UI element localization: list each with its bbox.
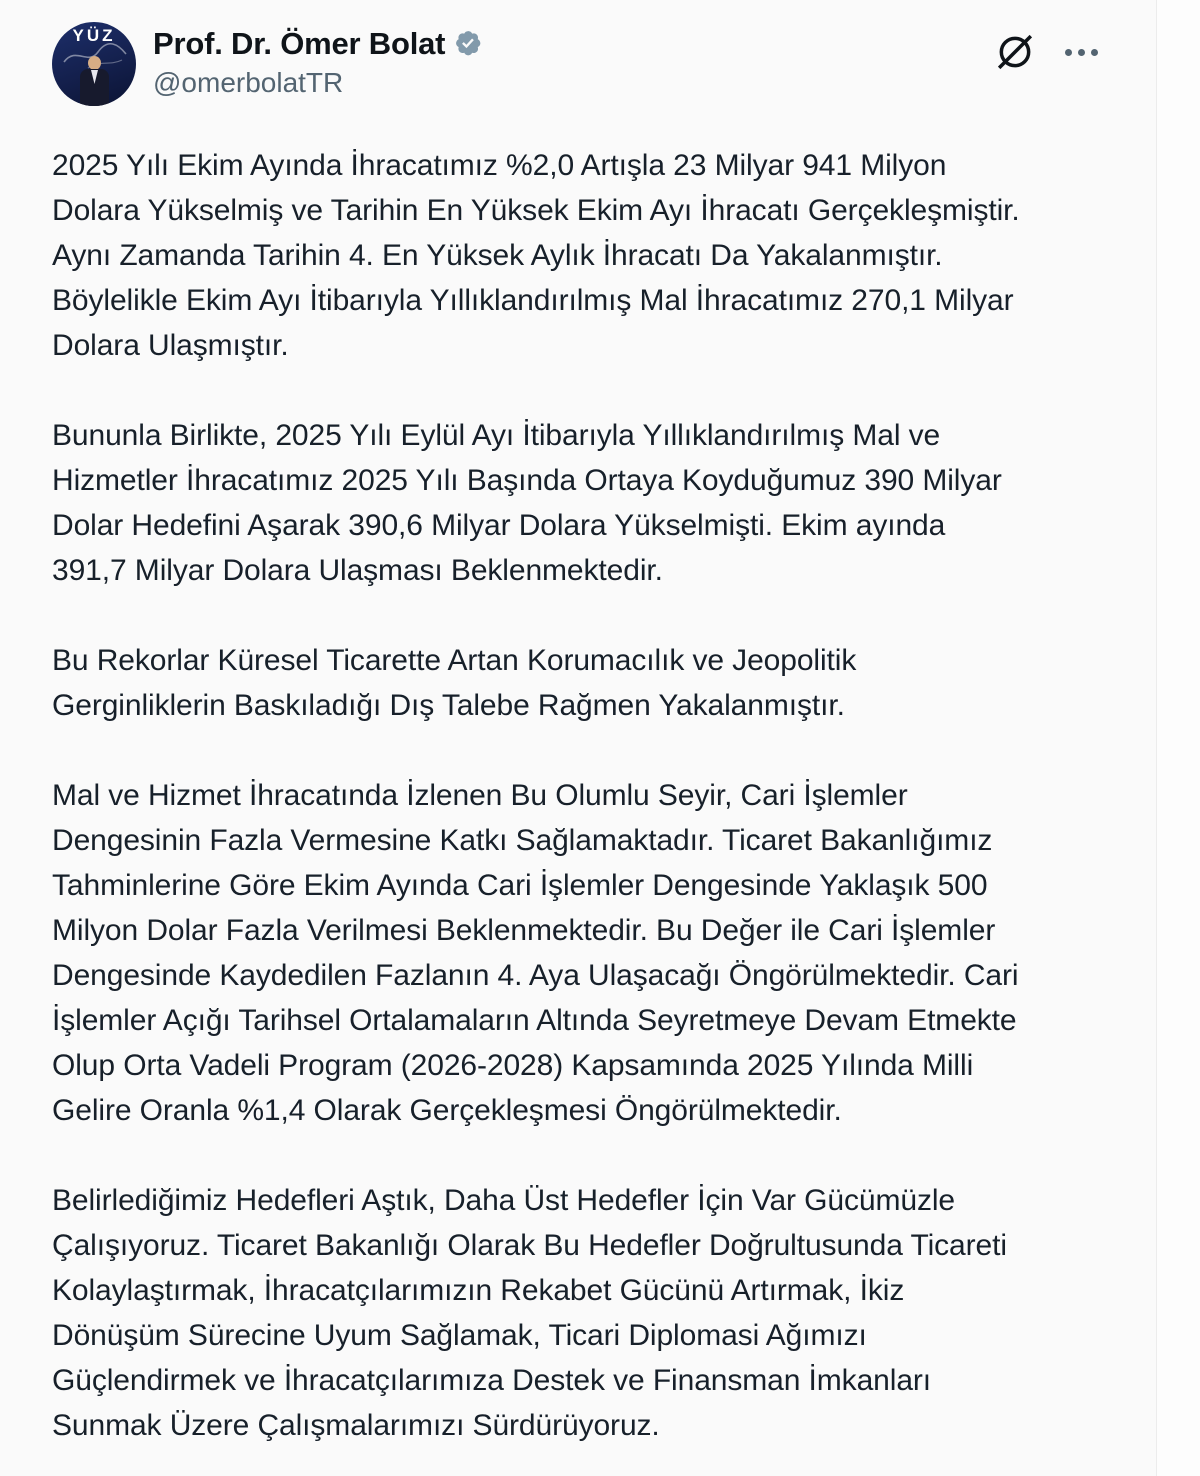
post-paragraph: Belirlediğimiz Hedefleri Aştık, Daha Üst Hedefler İçin Var Gücümüzle Çalışıyoruz. Ticaret Bakanlığı Olarak Bu Hedefler Doğrultusunda Ticareti Kolaylaştırmak, İhracatçılarımızın Rekabet Gücünü Artırmak, İkiz Dönüşüm Sürecine Uyum Sağlamak, Ticari Diplomasi Ağımızı Güçlendirmek ve İhracatçılarımıza Destek ve Finansman İmkanları Sunmak Üzere Çalışmalarımızı Sürdürüyoruz. [52, 1184, 1007, 1442]
author-handle[interactable]: @omerbolatTR [153, 67, 344, 98]
header-actions [995, 32, 1098, 72]
ellipsis-dot [1078, 49, 1085, 56]
ellipsis-dot [1065, 49, 1072, 56]
author-identity [153, 22, 485, 99]
grok-icon[interactable] [995, 32, 1035, 72]
verified-badge-icon [454, 29, 485, 60]
author-display-name[interactable]: Prof. Dr. Ömer Bolat [153, 26, 446, 61]
author-name-row[interactable] [153, 26, 485, 62]
ellipsis-dot [1091, 49, 1098, 56]
avatar[interactable] [52, 22, 136, 106]
post-paragraph: Bu Rekorlar Küresel Ticarette Artan Korumacılık ve Jeopolitik Gerginliklerin Baskıladığı Dış Talebe Rağmen Yakalanmıştır. [52, 644, 857, 722]
post-paragraph: 2025 Yılı Ekim Ayında İhracatımız %2,0 Artışla 23 Milyar 941 Milyon Dolara Yükselmiş ve Tarihin En Yüksek Ekim Ayı İhracatı Gerçekleşmiştir. Aynı Zamanda Tarihin 4. En Yüksek Aylık İhracatı Da Yakalanmıştır. Böylelikle Ekim Ayı İtibarıyla Yıllıklandırılmış Mal İhracatımız 270,1 Milyar Dolara Ulaşmıştır. [52, 149, 1020, 362]
tweet-body [0, 106, 1157, 1448]
post-paragraph: Bununla Birlikte, 2025 Yılı Eylül Ayı İtibarıyla Yıllıklandırılmış Mal ve Hizmetler İhracatımız 2025 Yılı Başında Ortaya Koyduğumuz 390 Milyar Dolar Hedefini Aşarak 390,6 Milyar Dolara Yükselmişti. Ekim ayında 391,7 Milyar Dolara Ulaşması Beklenmektedir. [52, 419, 1002, 587]
avatar-banner-text: YÜZ [72, 26, 116, 45]
tweet-header [0, 0, 1156, 106]
post-paragraph: Mal ve Hizmet İhracatında İzlenen Bu Olumlu Seyir, Cari İşlemler Dengesinin Fazla Vermesine Katkı Sağlamaktadır. Ticaret Bakanlığımız Tahminlerine Göre Ekim Ayında Cari İşlemler Dengesinde Yaklaşık 500 Milyon Dolar Fazla Verilmesi Beklenmektedir. Bu Değer ile Cari İşlemler Dengesinde Kaydedilen Fazlanın 4. Aya Ulaşacağı Öngörülmektedir. Cari İşlemler Açığı Tarihsel Ortalamaların Altında Seyretmeye Devam Etmekte Olup Orta Vadeli Program (2026-2028) Kapsamında 2025 Yılında Milli Gelire Oranla %1,4 Olarak Gerçekleşmesi Öngörülmektedir. [52, 779, 1019, 1127]
more-options-button[interactable] [1065, 43, 1098, 62]
avatar-person-head [88, 56, 101, 70]
